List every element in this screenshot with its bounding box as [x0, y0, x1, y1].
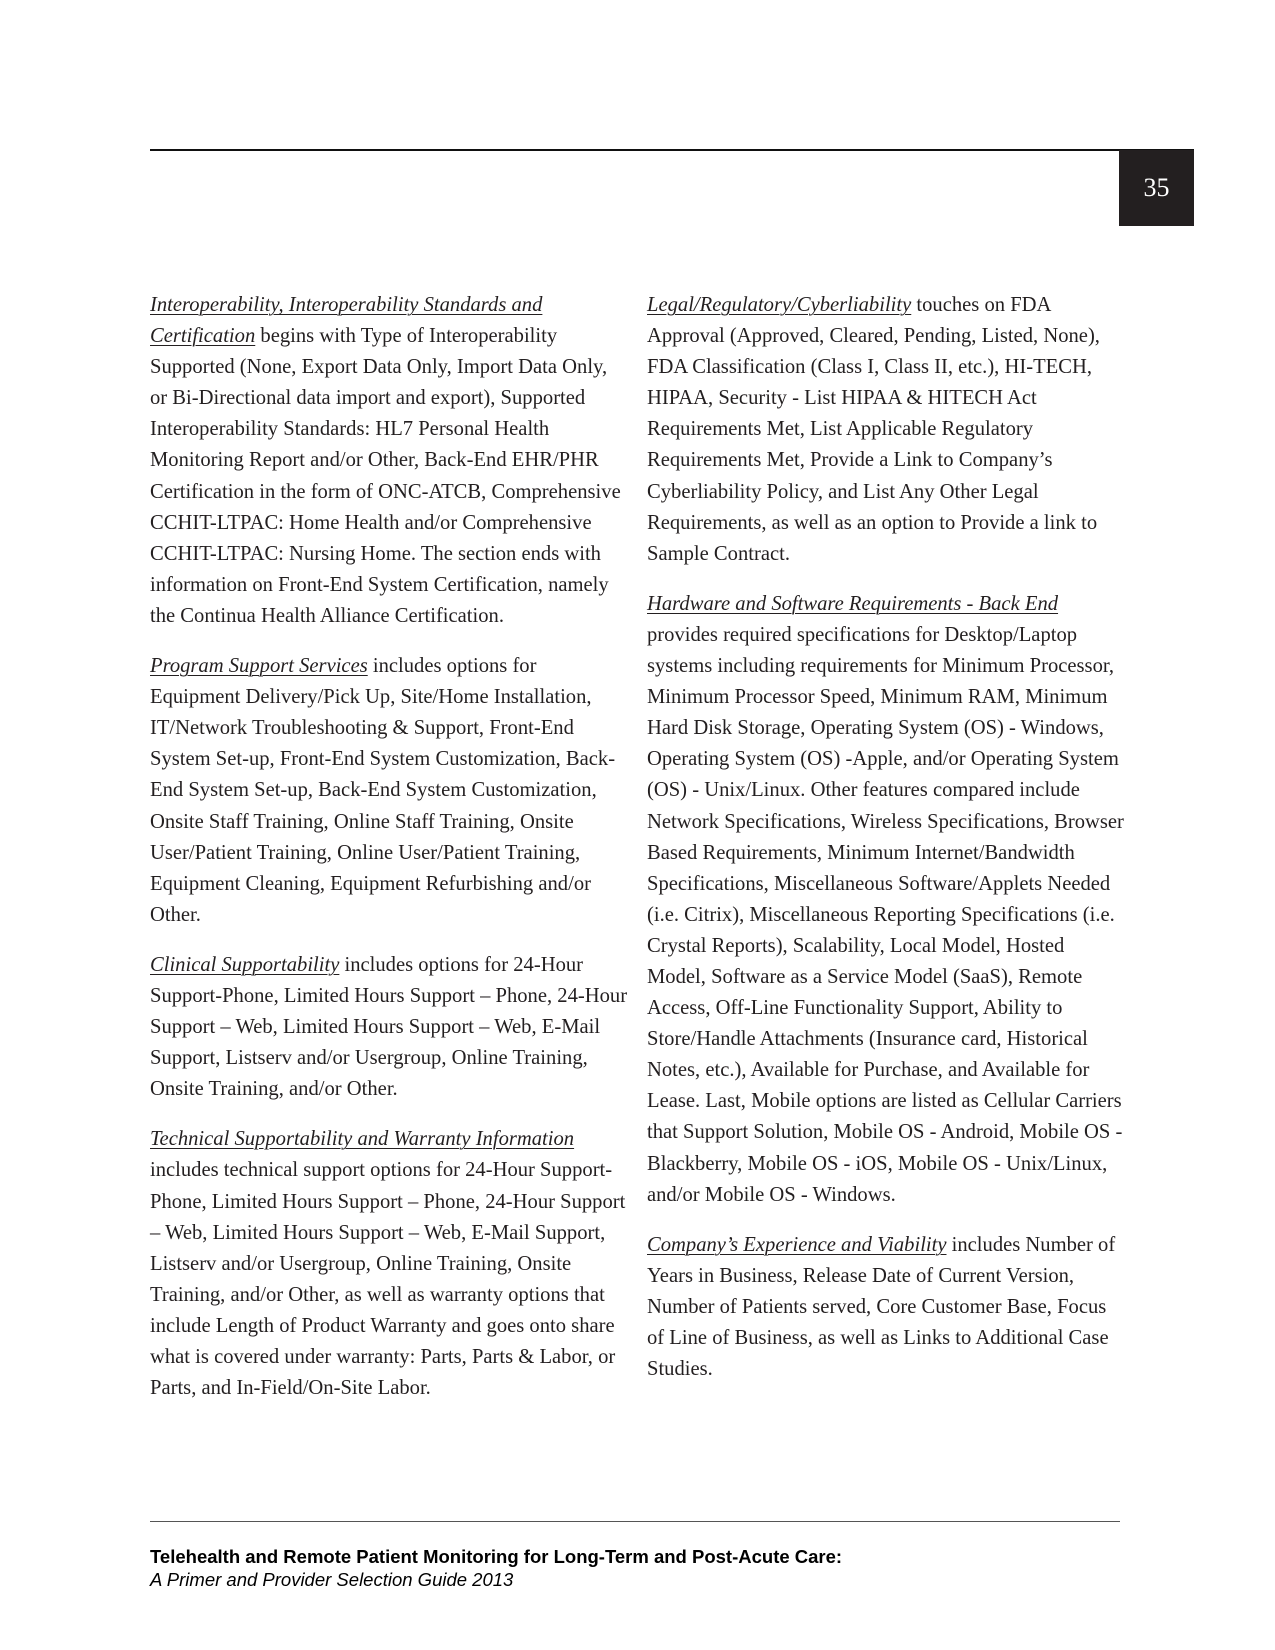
page-number: 35 [1119, 150, 1194, 226]
section-heading: Company’s Experience and Viability [647, 1233, 947, 1256]
section-body: begins with Type of Interoperability Supported (None, Export Data Only, Import Data Only, or Bi-Directional data import and export), Supported Interoperability Standards: HL7 Personal Health Monitoring Report and/or Other, Back-End EHR/PHR Certification in the form of ONC-ATCB, Comprehensive CCHIT-LTPAC: Home Health and/or Comprehensive CCHIT-LTPAC: Nursing Home. The section ends with information on Front-End System Certification, namely the Continua Health Alliance Certification. [150, 325, 621, 627]
section-body: provides required specifications for Desktop/Laptop systems including requirements for Minimum Processor, Minimum Processor Speed, Minimum RAM, Minimum Hard Disk Storage, Operating System (OS) - Windows, Operating System (OS) -Apple, and/or Operating System (OS) - Unix/Linux. Other features compared include Network Specifications, Wireless Specifications, Browser Based Requirements, Minimum Internet/Bandwidth Specifications, Miscellaneous Software/Applets Needed (i.e. Citrix), Miscellaneous Reporting Specifications (i.e. Crystal Reports), Scalability, Local Model, Hosted Model, Software as a Service Model (SaaS), Remote Access, Off-Line Functionality Support, Ability to Store/Handle Attachments (Insurance card, Historical Notes, etc.), Available for Purchase, and Available for Lease. Last, Mobile options are listed as Cellular Carriers that Support Solution, Mobile OS - Android, Mobile OS - Blackberry, Mobile OS - iOS, Mobile OS - Unix/Linux, and/or Mobile OS - Windows. [647, 623, 1124, 1206]
paragraph-company-experience [647, 1230, 1127, 1385]
paragraph-legal-regulatory [647, 290, 1127, 570]
right-column [647, 290, 1127, 1404]
section-heading: Clinical Supportability [150, 953, 340, 976]
paragraph-clinical-supportability [150, 950, 628, 1105]
paragraph-technical-supportability [150, 1124, 628, 1404]
section-heading: Hardware and Software Requirements - Back End [647, 592, 1059, 615]
section-body: includes options for Equipment Delivery/Pick Up, Site/Home Installation, IT/Network Troubleshooting & Support, Front-End System Set-up, Front-End System Customization, Back-End System Set-up, Back-End System Customization, Onsite Staff Training, Online Staff Training, Onsite User/Patient Training, Online User/Patient Training, Equipment Cleaning, Equipment Refurbishing and/or Other. [150, 655, 616, 926]
footer-title: Telehealth and Remote Patient Monitoring for Long-Term and Post-Acute Care: [150, 1546, 843, 1567]
paragraph-hardware-software [647, 589, 1127, 1211]
section-body: includes technical support options for 24-Hour Support-Phone, Limited Hours Support – Phone, 24-Hour Support – Web, Limited Hours Support – Web, E-Mail Support, Listserv and/or Usergroup, Online Training, Onsite Training, and/or Other, as well as warranty options that include Length of Product Warranty and goes onto share what is covered under warranty: Parts, Parts & Labor, or Parts, and In-Field/On-Site Labor. [150, 1159, 626, 1400]
section-heading: Technical Supportability and Warranty Information [150, 1128, 575, 1151]
section-heading: Program Support Services [150, 655, 368, 678]
footer [150, 1545, 842, 1591]
section-body: touches on FDA Approval (Approved, Cleared, Pending, Listed, None), FDA Classification (Class I, Class II, etc.), HI-TECH, HIPAA, Security - List HIPAA & HITECH Act Requirements Met, List Applicable Regulatory Requirements Met, Provide a Link to Company’s Cyberliability Policy, and List Any Other Legal Requirements, as well as an option to Provide a link to Sample Contract. [647, 294, 1100, 565]
paragraph-interoperability [150, 290, 628, 632]
footer-rule [150, 1521, 1120, 1522]
section-heading: Interoperability, Interoperability Standards and Certification [150, 294, 543, 348]
footer-subtitle: A Primer and Provider Selection Guide 2013 [150, 1569, 514, 1590]
paragraph-program-support [150, 651, 628, 931]
section-body: includes options for 24-Hour Support-Phone, Limited Hours Support – Phone, 24-Hour Support – Web, Limited Hours Support – Web, E-Mail Support, Listserv and/or Usergroup, Online Training, Onsite Training, and/or Other. [150, 953, 628, 1101]
section-heading: Legal/Regulatory/Cyberliability [647, 294, 912, 316]
left-column [150, 290, 628, 1423]
top-rule [150, 149, 1194, 151]
section-body: includes Number of Years in Business, Release Date of Current Version, Number of Patients served, Core Customer Base, Focus of Line of Business, as well as Links to Additional Case Studies. [647, 1233, 1116, 1381]
